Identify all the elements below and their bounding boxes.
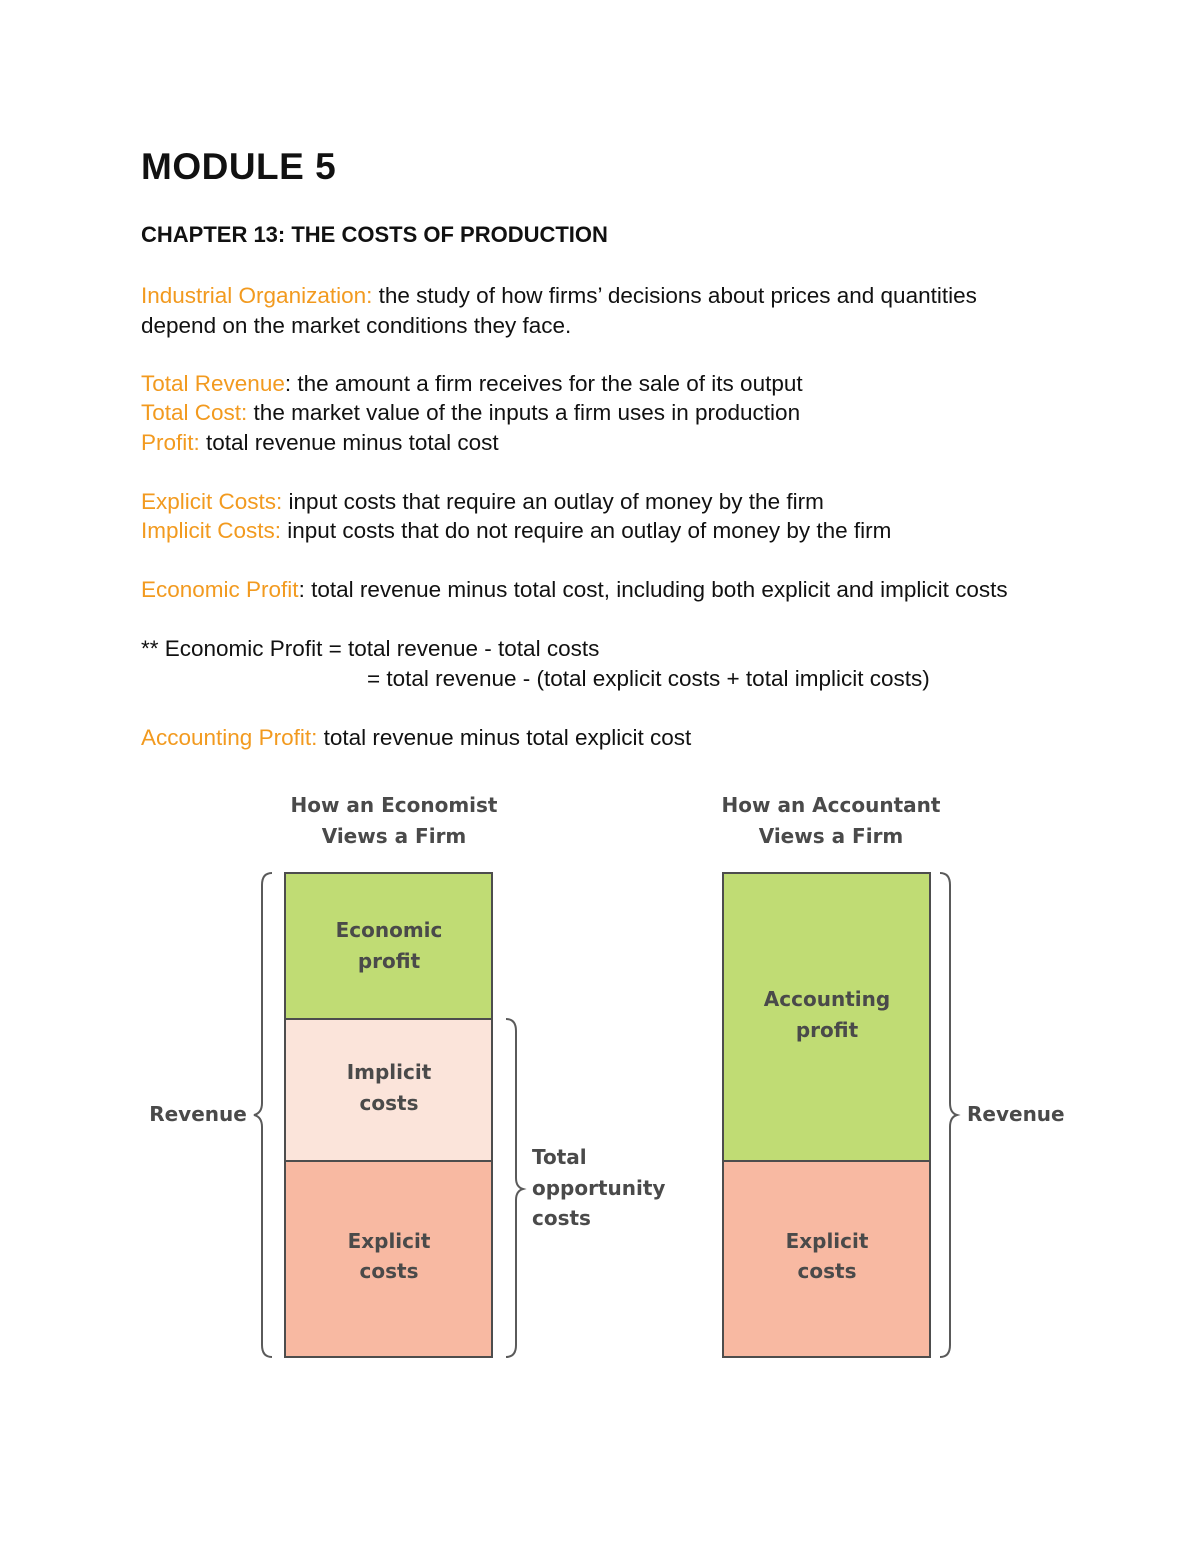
economist-profit-label-2: profit (357, 949, 421, 973)
term-label: Total Cost: (141, 400, 248, 425)
term-label: Total Revenue (141, 371, 285, 396)
economist-explicit-label-2: costs (359, 1259, 419, 1283)
term-label: Accounting Profit: (141, 725, 318, 750)
economist-revenue-brace (254, 873, 272, 1357)
economist-title-line2: Views a Firm (321, 824, 467, 848)
economist-title-line1: How an Economist (290, 793, 498, 817)
economist-implicit-label-2: costs (359, 1091, 419, 1115)
term-label: Profit: (141, 430, 200, 455)
economist-profit-block (285, 873, 492, 1019)
economist-implicit-block (285, 1019, 492, 1161)
accountant-profit-label-2: profit (795, 1018, 859, 1042)
accountant-explicit-label-1: Explicit (785, 1229, 869, 1253)
accountant-profit-block (723, 873, 930, 1161)
accountant-revenue-brace (940, 873, 957, 1357)
opportunity-costs-label-1: Total (532, 1145, 587, 1169)
term-label: Economic Profit (141, 577, 299, 602)
opportunity-costs-label-3: costs (532, 1206, 591, 1230)
definition-text: input costs that do not require an outlay of money by the firm (281, 518, 892, 543)
economist-revenue-label: Revenue (149, 1102, 247, 1126)
economic-profit-formula-2: = total revenue - (total explicit costs + total implicit costs) (367, 666, 930, 691)
economist-implicit-label-1: Implicit (346, 1060, 432, 1084)
accountant-title-line2: Views a Firm (758, 824, 904, 848)
module-title: MODULE 5 (141, 146, 337, 187)
term-label: Industrial Organization: (141, 283, 373, 308)
economist-profit-label-1: Economic (335, 918, 443, 942)
definition-text: total revenue minus total explicit cost (317, 725, 692, 750)
accountant-revenue-label: Revenue (967, 1102, 1065, 1126)
opportunity-costs-brace (506, 1019, 523, 1357)
chapter-heading: CHAPTER 13: THE COSTS OF PRODUCTION (141, 222, 608, 247)
definition-text: : the amount a firm receives for the sale of its output (284, 371, 803, 396)
economic-profit-formula-1: ** Economic Profit = total revenue - total costs (141, 636, 600, 661)
definition-text: the market value of the inputs a firm uses in production (247, 400, 801, 425)
definition-text: the study of how firms’ decisions about prices and quantities depend on the market conditions they face. (141, 283, 977, 338)
economist-explicit-label-1: Explicit (347, 1229, 431, 1253)
accountant-profit-label-1: Accounting (763, 987, 891, 1011)
definition-text: total revenue minus total cost (199, 430, 499, 455)
opportunity-costs-label-2: opportunity (532, 1176, 666, 1200)
accountant-explicit-label-2: costs (797, 1259, 857, 1283)
definition-text: input costs that require an outlay of money by the firm (282, 489, 824, 514)
definition-text: : total revenue minus total cost, including both explicit and implicit costs (298, 577, 1008, 602)
accountant-title-line1: How an Accountant (721, 793, 941, 817)
term-label: Implicit Costs: (141, 518, 282, 543)
term-label: Explicit Costs: (141, 489, 283, 514)
